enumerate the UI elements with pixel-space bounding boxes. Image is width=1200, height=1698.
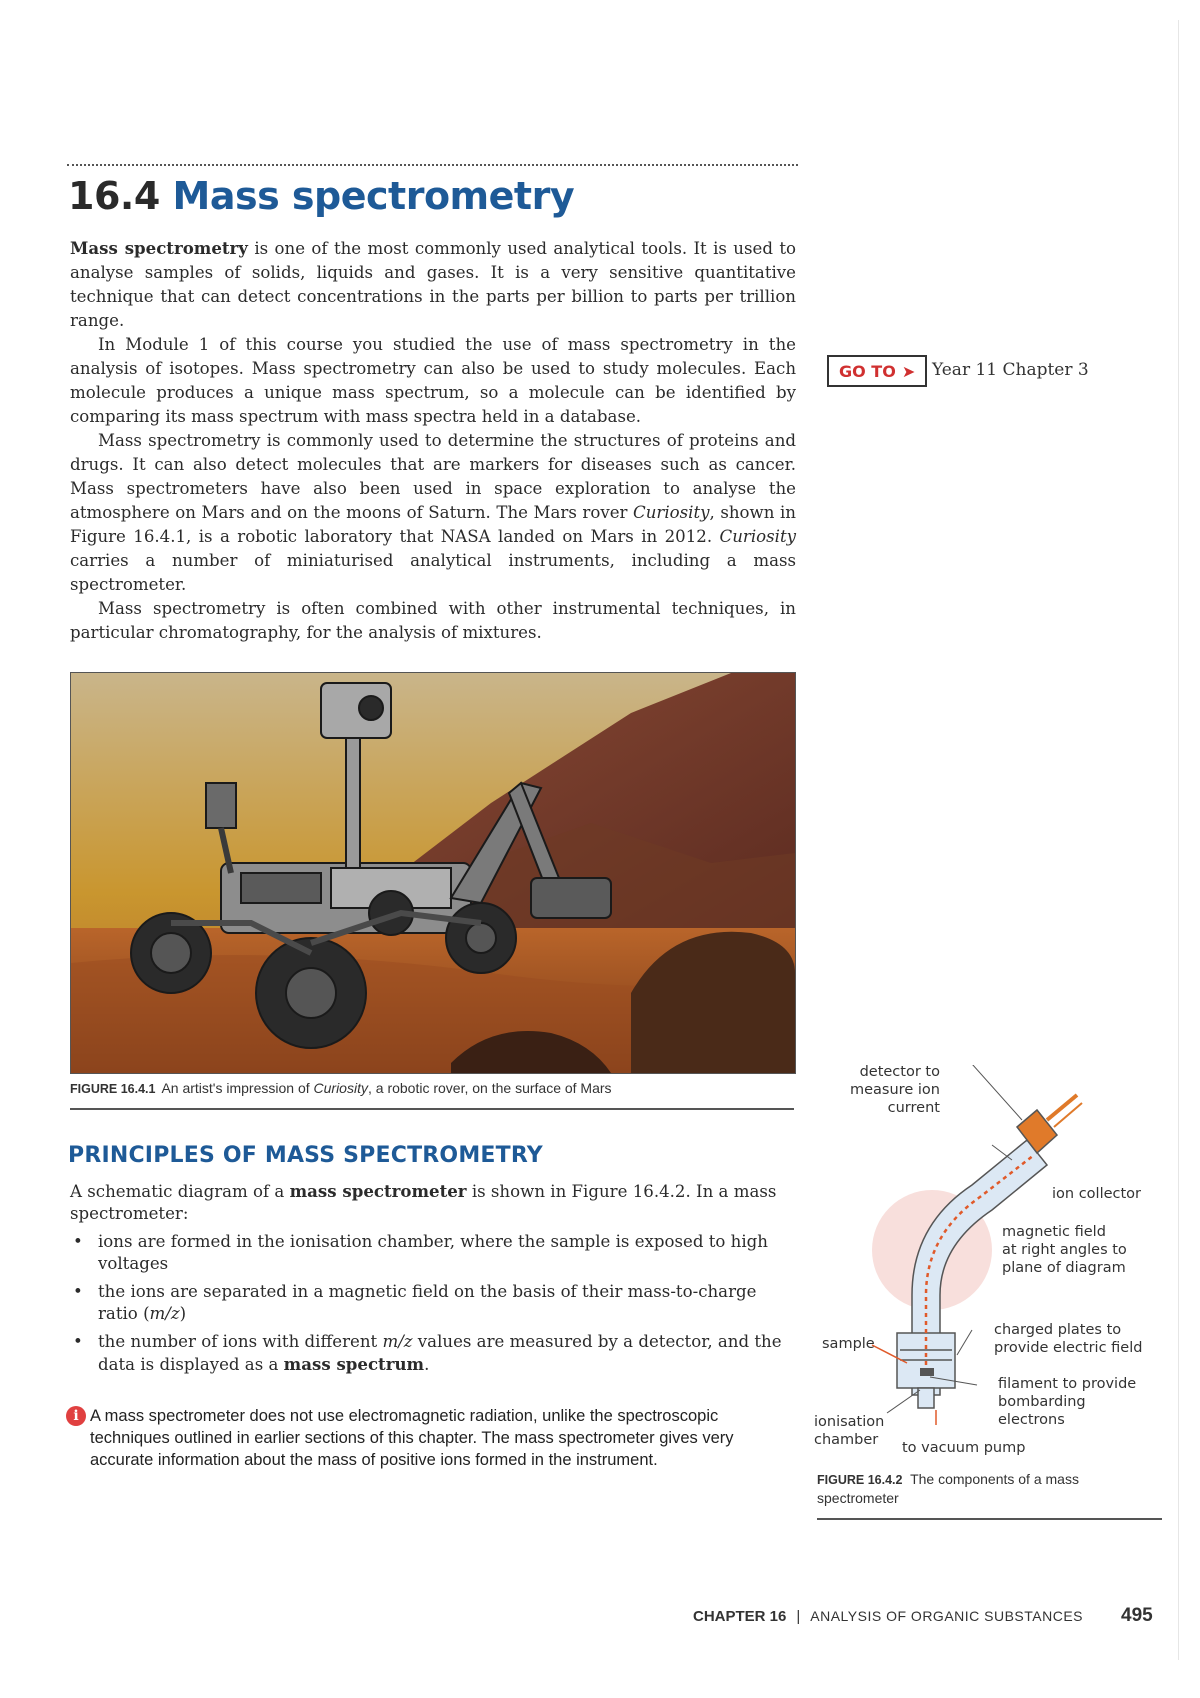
goto-target[interactable]: Year 11 Chapter 3 [932, 360, 1089, 380]
caption-text: The components of a mass spectrometer [817, 1471, 1079, 1506]
keyword-mass-spectrometer: mass spectrometer [289, 1181, 467, 1201]
list-text: . [424, 1355, 430, 1374]
paragraph-text: is one of the most commonly used analytical tools. It is used to analyse samples of solids, liquids and gases. It is a very sensitive quantitative technique that can detect concentrations in the parts per billion to parts per trillion range. [70, 239, 797, 330]
label-sample: sample [822, 1336, 875, 1352]
footer-chapter: CHAPTER 16 [693, 1607, 787, 1625]
section-divider [67, 164, 798, 166]
label-ionisation-chamber [814, 1413, 884, 1449]
label-line: bombarding [998, 1394, 1086, 1410]
footer-separator: | [796, 1607, 801, 1625]
rover-illustration [71, 673, 795, 1073]
rover-name: Curiosity [719, 527, 796, 546]
goto-label: GO TO [839, 361, 896, 381]
list-item [70, 1331, 790, 1376]
label-detector [850, 1063, 940, 1117]
section-number: 16.4 [68, 174, 160, 218]
label-line: ionisation [814, 1414, 885, 1430]
info-text: A mass spectrometer does not use electromagnetic radiation, unlike the spectroscopic techniques outlined in earlier sections of this chapter. The mass spectrometer gives very accurate information about the mass of positive ions formed in the instrument. [90, 1407, 734, 1469]
info-note [73, 1405, 750, 1471]
label-line: filament to provide [998, 1376, 1137, 1392]
caption-rule [817, 1518, 1162, 1520]
info-icon: i [66, 1406, 86, 1426]
label-line: chamber [814, 1432, 879, 1448]
list-italic: m/z [149, 1304, 180, 1323]
label-line: plane of diagram [1002, 1260, 1126, 1276]
caption-italic: Curiosity [313, 1080, 368, 1096]
keyword-mass-spectrometry: Mass spectrometry [70, 238, 248, 258]
label-filament [998, 1375, 1136, 1429]
principles-intro [70, 1180, 790, 1225]
list-italic: m/z [382, 1332, 413, 1351]
intro-paragraph-3 [70, 429, 796, 597]
paragraph-text: is shown in Figure 16.4.2. In a mass spectrometer: [70, 1182, 777, 1223]
footer-title: ANALYSIS OF ORGANIC SUBSTANCES [810, 1608, 1084, 1624]
label-ion-collector: ion collector [1052, 1186, 1142, 1202]
caption-text: , a robotic rover, on the surface of Mars [367, 1080, 612, 1096]
paragraph-text: carries a number of miniaturised analytical instruments, including a mass spectrometer. [70, 551, 796, 594]
label-line: detector to [859, 1064, 940, 1080]
page-footer [693, 1605, 1153, 1627]
caption-text: An artist's impression of [161, 1080, 314, 1096]
figure-2-caption [817, 1470, 1157, 1507]
goto-box[interactable] [827, 355, 927, 387]
figure-1-caption [70, 1080, 794, 1096]
vacuum-outlet [918, 1388, 934, 1408]
paragraph-text: Mass spectrometry is commonly used to determine the structures of proteins and drugs. It can also detect molecules that are markers for diseases such as cancer. Mass spectrometers have also been used in space exploration to analyse the atmosphere on Mars and on the moons of Saturn. The Mars rover [70, 431, 796, 522]
label-magnetic-field [1002, 1223, 1127, 1277]
mass-spectrometer-diagram [812, 1065, 1172, 1485]
list-text: values are measured by a detector, and the data is displayed as a [98, 1332, 782, 1374]
figure-2-label: FIGURE 16.4.2 [817, 1473, 903, 1487]
section-heading: Mass spectrometry [172, 174, 575, 218]
detector-wire [1047, 1095, 1077, 1120]
arrow-right-icon: ➤ [901, 361, 916, 381]
label-charged-plates [994, 1321, 1142, 1357]
intro-text [70, 236, 796, 645]
mars-rover-photo [70, 672, 796, 1074]
page-margin-line [1178, 20, 1179, 1660]
paragraph-text: , shown in Figure 16.4.1, is a robotic laboratory that NASA landed on Mars in 2012. [70, 503, 796, 546]
filament [920, 1368, 934, 1376]
label-vacuum-pump: to vacuum pump [902, 1440, 1026, 1456]
intro-paragraph-4: Mass spectrometry is often combined with other instrumental techniques, in particular chromatography, for the analysis of mixtures. [70, 599, 796, 642]
list-item: • ions are formed in the ionisation chamber, where the sample is exposed to high voltages [70, 1231, 790, 1275]
section-title [68, 174, 574, 218]
caption-rule [70, 1108, 794, 1110]
keyword-mass-spectrum: mass spectrum [283, 1354, 425, 1374]
intro-paragraph-1 [70, 236, 796, 333]
label-line: provide electric field [994, 1340, 1143, 1356]
label-line: measure ion [850, 1082, 940, 1098]
label-line: current [887, 1100, 940, 1116]
principles-text [70, 1180, 790, 1382]
figure-1-label: FIGURE 16.4.1 [70, 1082, 156, 1096]
label-line: magnetic field [1002, 1224, 1106, 1240]
principles-list [70, 1231, 790, 1376]
list-text: the number of ions with different [98, 1332, 383, 1351]
intro-paragraph-2: In Module 1 of this course you studied the use of mass spectrometry in the analysis of isotopes. Mass spectrometry can also be used to study molecules. Each molecule produces a unique mass spectrum, so a molecule can be identified by comparing its mass spectrum with mass spectra held in a database. [70, 335, 796, 426]
principles-heading: PRINCIPLES OF MASS SPECTROMETRY [68, 1143, 543, 1168]
label-line: electrons [998, 1412, 1065, 1428]
page-number: 495 [1121, 1605, 1153, 1626]
label-line: charged plates to [994, 1322, 1122, 1338]
rover-name: Curiosity [633, 503, 710, 522]
list-item [70, 1281, 790, 1325]
list-text: the ions are separated in a magnetic field on the basis of their mass-to-charge ratio ( [98, 1282, 757, 1323]
list-text: ) [179, 1304, 187, 1323]
label-line: at right angles to [1002, 1242, 1127, 1258]
paragraph-text: A schematic diagram of a [70, 1182, 290, 1201]
